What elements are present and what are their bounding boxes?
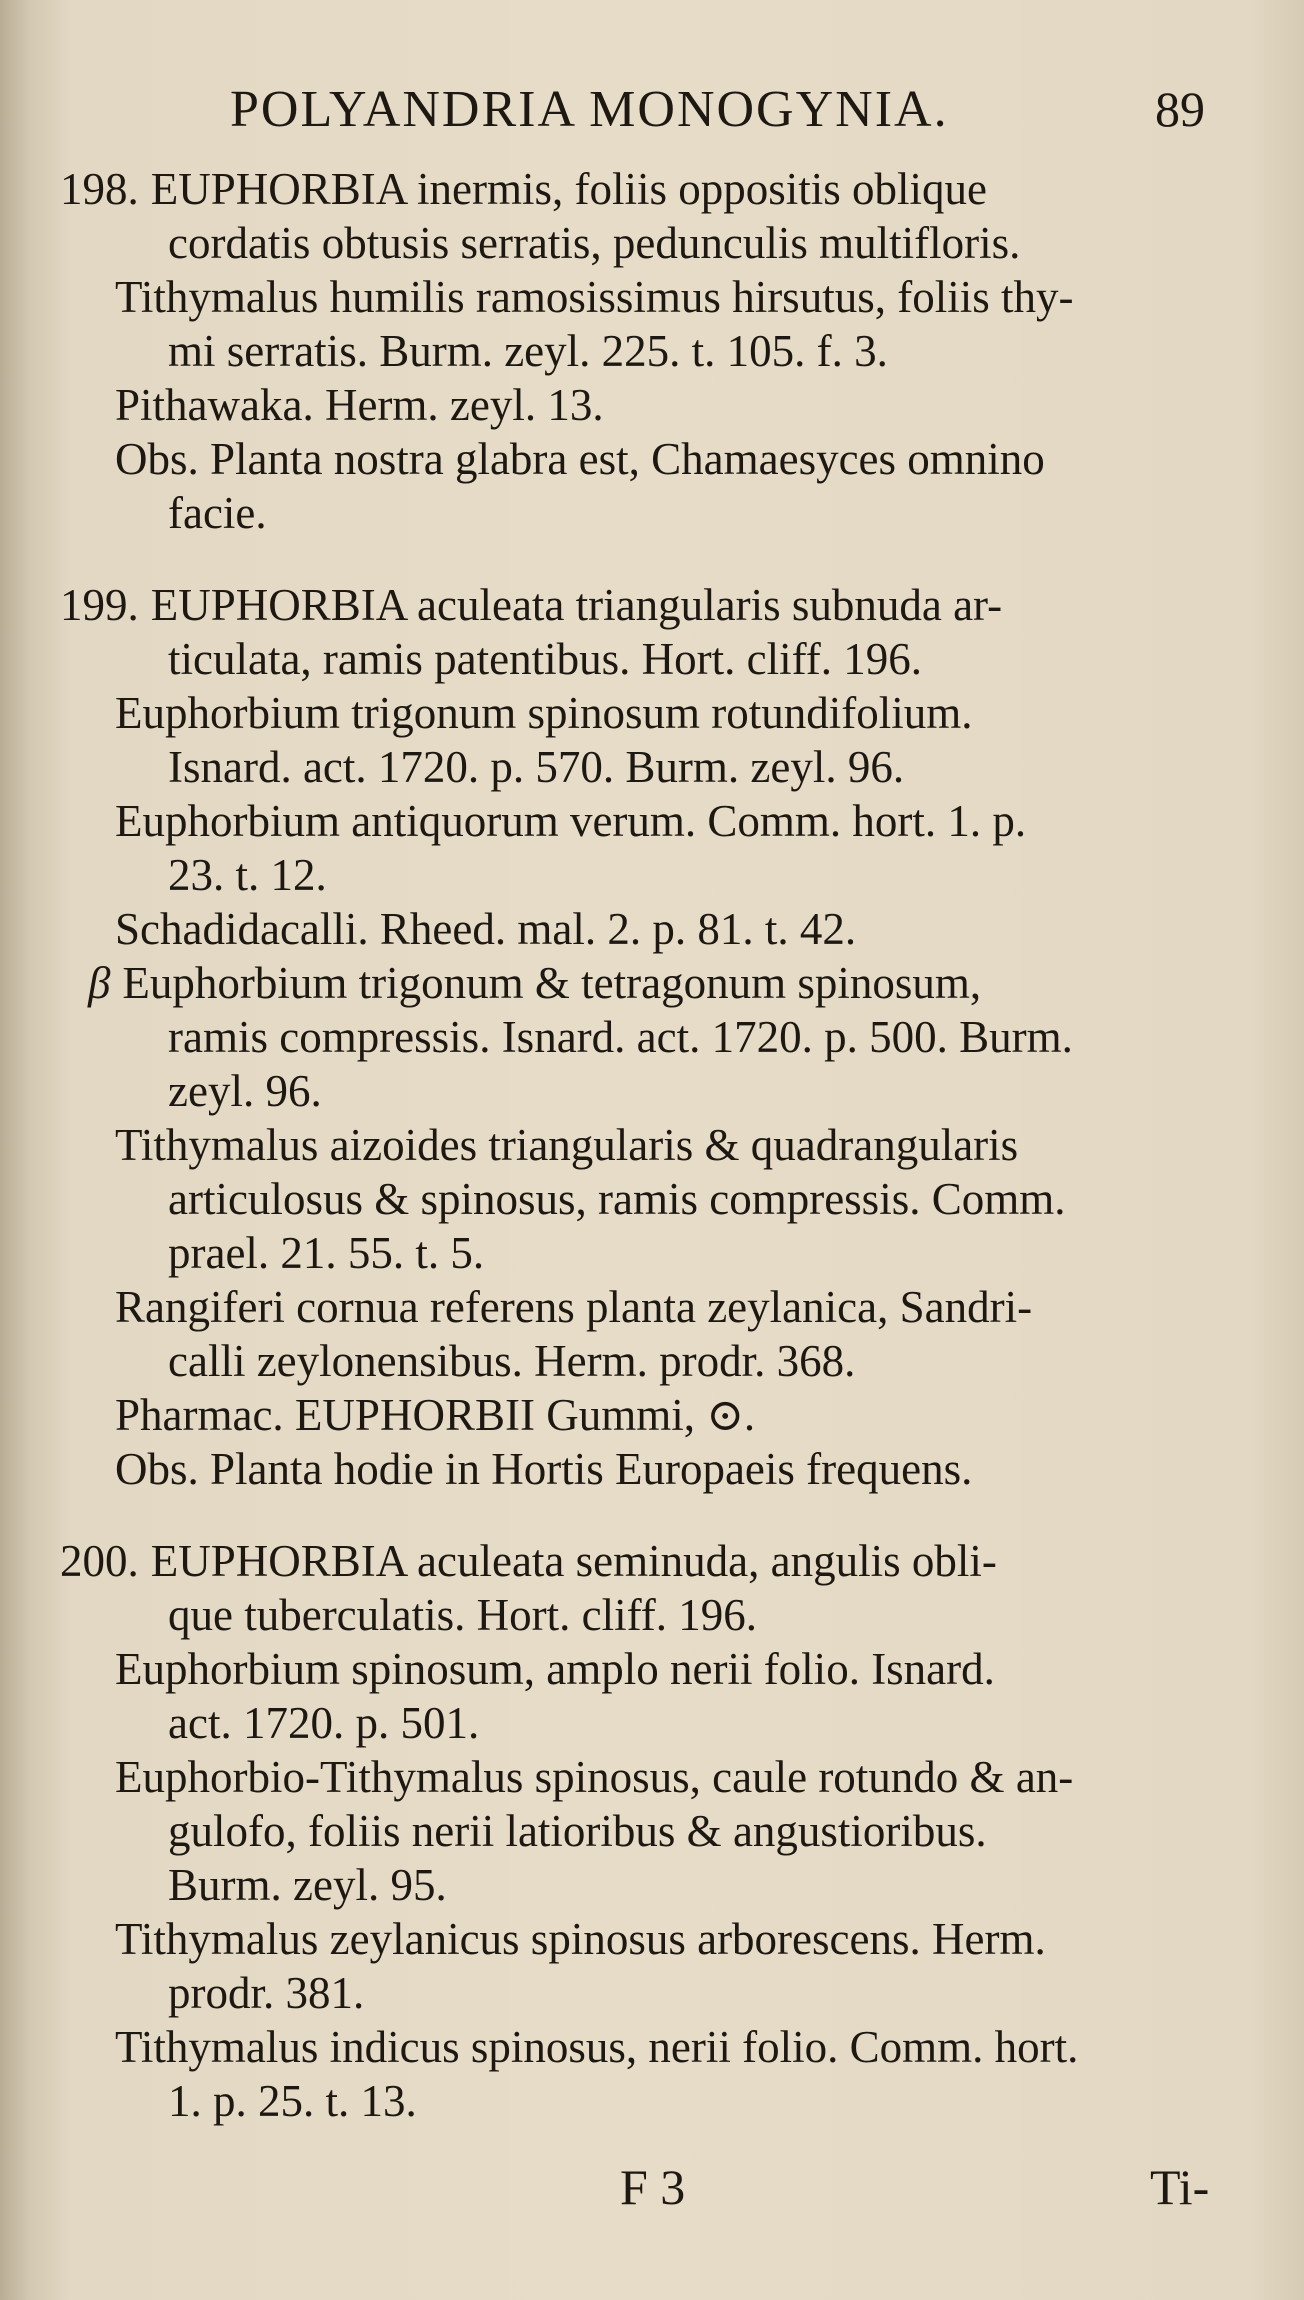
- entry-line: Pharmac. EUPHORBII Gummi, ⊙.: [115, 1390, 756, 1440]
- entry-line: prael. 21. 55. t. 5.: [168, 1228, 485, 1278]
- entry-line: [0, 1534, 1304, 1588]
- entry-number: 198.: [60, 164, 139, 214]
- variety-marker: β: [88, 958, 111, 1008]
- catchword: Ti-: [1150, 2159, 1210, 2215]
- entry-number: 199.: [60, 580, 139, 630]
- entry-line: 1. p. 25. t. 13.: [168, 2076, 417, 2126]
- entry-199: [0, 578, 1304, 1496]
- entry-line: facie.: [168, 488, 267, 538]
- entry-line: act. 1720. p. 501.: [168, 1698, 480, 1748]
- signature-mark: F 3: [620, 2159, 686, 2215]
- page-number: 89: [1155, 81, 1205, 137]
- entry-line: Euphorbium spinosum, amplo nerii folio. Isnard.: [115, 1644, 995, 1694]
- entry-line: prodr. 381.: [168, 1968, 365, 2018]
- entry-line: [0, 578, 1304, 632]
- entry-line: Tithymalus humilis ramosissimus hirsutus, foliis thy-: [115, 272, 1074, 322]
- entry-line: [0, 162, 1304, 216]
- entry-line: 23. t. 12.: [168, 850, 327, 900]
- entry-line: ramis compressis. Isnard. act. 1720. p. 500. Burm.: [168, 1012, 1073, 1062]
- page-footer: [0, 2158, 1304, 2218]
- entry-heading: EUPHORBIA aculeata seminuda, angulis obli-: [150, 1536, 997, 1586]
- entry-line: Tithymalus zeylanicus spinosus arborescens. Herm.: [115, 1914, 1046, 1964]
- entry-line: Obs. Planta nostra glabra est, Chamaesyces omnino: [115, 434, 1045, 484]
- entry-line: Euphorbio-Tithymalus spinosus, caule rotundo & an-: [115, 1752, 1074, 1802]
- entry-line: zeyl. 96.: [168, 1066, 322, 1116]
- entry-line: Isnard. act. 1720. p. 570. Burm. zeyl. 96.: [168, 742, 905, 792]
- entry-line: Schadidacalli. Rheed. mal. 2. p. 81. t. 42.: [115, 904, 857, 954]
- entry-line: gulofo, foliis nerii latioribus & angustioribus.: [168, 1806, 987, 1856]
- entry-line: Tithymalus aizoides triangularis & quadrangularis: [115, 1120, 1019, 1170]
- entry-heading: EUPHORBIA inermis, foliis oppositis oblique: [150, 164, 988, 214]
- entry-line: [0, 956, 1304, 1010]
- entry-200: [0, 1534, 1304, 2128]
- entry-line: Euphorbium antiquorum verum. Comm. hort. 1. p.: [115, 796, 1027, 846]
- entry-line: Tithymalus indicus spinosus, nerii folio. Comm. hort.: [115, 2022, 1079, 2072]
- body-text: [0, 162, 1304, 2166]
- entry-line: Burm. zeyl. 95.: [168, 1860, 447, 1910]
- entry-line: cordatis obtusis serratis, pedunculis multifloris.: [168, 218, 1021, 268]
- entry-line: que tuberculatis. Hort. cliff. 196.: [168, 1590, 758, 1640]
- entry-line: ticulata, ramis patentibus. Hort. cliff. 196.: [168, 634, 922, 684]
- entry-heading: EUPHORBIA aculeata triangularis subnuda ar-: [150, 580, 1003, 630]
- entry-line-text: Euphorbium trigonum & tetragonum spinosum,: [122, 958, 982, 1008]
- entry-number: 200.: [60, 1536, 139, 1586]
- entry-line: Rangiferi cornua referens planta zeylanica, Sandri-: [115, 1282, 1033, 1332]
- entry-line: articulosus & spinosus, ramis compressis. Comm.: [168, 1174, 1066, 1224]
- running-head: POLYANDRIA MONOGYNIA.: [230, 81, 949, 138]
- entry-line: Obs. Planta hodie in Hortis Europaeis frequens.: [115, 1444, 973, 1494]
- entry-line: Pithawaka. Herm. zeyl. 13.: [115, 380, 604, 430]
- entry-line: Euphorbium trigonum spinosum rotundifolium.: [115, 688, 973, 738]
- entry-198: [0, 162, 1304, 540]
- entry-line: mi serratis. Burm. zeyl. 225. t. 105. f. 3.: [168, 326, 888, 376]
- entry-line: calli zeylonensibus. Herm. prodr. 368.: [168, 1336, 856, 1386]
- page-header: [0, 80, 1304, 140]
